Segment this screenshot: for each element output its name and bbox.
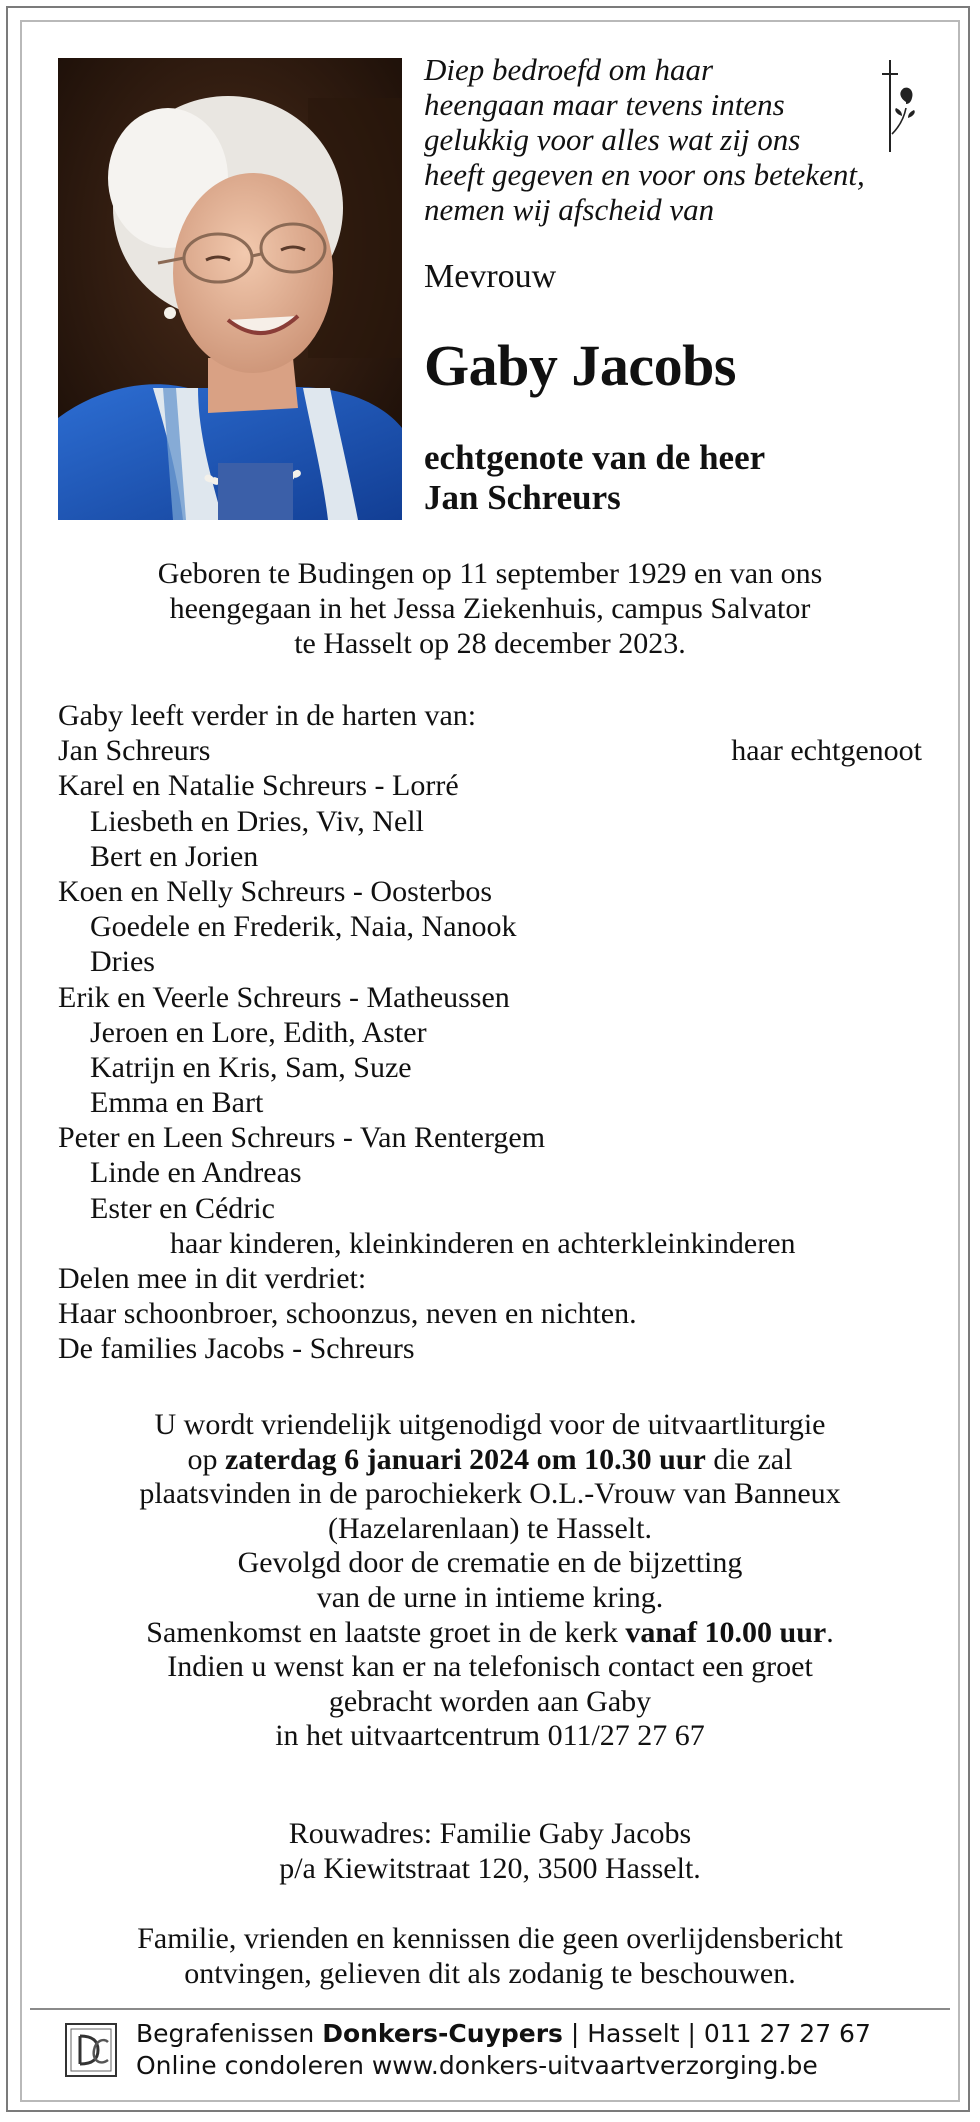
intro-line: nemen wij afscheid van [424,192,715,227]
intro-line: heeft gegeven en voor ons betekent, [424,157,865,192]
family-child: Linde en Andreas [90,1156,302,1190]
birth-death-info [58,556,922,661]
family-list [58,698,922,1367]
deceased-name: Gaby Jacobs [424,333,736,398]
family-child: Goedele en Frederik, Naia, Nanook [90,910,517,944]
spouse-line: echtgenote van de heer [424,438,766,477]
invite-line: gebracht worden aan Gaby [328,1684,652,1718]
family-child: Dries [90,945,155,979]
family-also-heading: Delen mee in dit verdriet: [58,1262,367,1295]
funeral-datetime: zaterdag 6 januari 2024 om 10.30 uur [225,1442,706,1476]
spouse-info [424,438,765,518]
invite-line [58,1616,922,1651]
spouse-line: Jan Schreurs [424,478,621,517]
invite-line: U wordt vriendelijk uitgenodigd voor de uitvaartliturgie [154,1408,826,1441]
funeral-home-logo-icon [64,2022,120,2080]
family-child: Bert en Jorien [90,839,259,873]
address-line: Rouwadres: Familie Gaby Jacobs [288,1817,692,1850]
invite-line: Gevolgd door de crematie en de bijzetting [237,1546,743,1580]
footer-website[interactable]: Online condoleren www.donkers-uitvaartverzorging.be [136,2051,818,2080]
notice-text [58,1921,922,1991]
invite-text: . [826,1615,834,1649]
intro-line: Diep bedroefd om haar [424,52,714,87]
address-line: p/a Kiewitstraat 120, 3500 Hasselt. [279,1852,701,1885]
intro-line: heengaan maar tevens intens [424,87,785,122]
invite-line: in het uitvaartcentrum 011/27 27 67 [275,1719,705,1753]
gathering-time: vanaf 10.00 uur [625,1615,827,1649]
invite-line [58,1443,922,1478]
cross-with-rose-icon [876,56,920,156]
family-child: Emma en Bart [90,1086,264,1120]
portrait-photo [58,58,402,520]
family-parents: Erik en Veerle Schreurs - Matheussen [58,980,510,1014]
born-line: Geboren te Budingen op 11 september 1929 en van ons [157,557,823,590]
family-child: Liesbeth en Dries, Viv, Nell [90,804,424,838]
family-parents: Peter en Leen Schreurs - Van Rentergem [58,1121,546,1155]
footer-text: | Hasselt | 011 27 27 67 [562,2019,871,2048]
family-spouse-row [58,733,922,768]
notice-line: ontvingen, gelieven dit als zodanig te beschouwen. [184,1957,796,1990]
family-kids-summary: haar kinderen, kleinkinderen en achterkleinkinderen [170,1226,796,1260]
invite-text: die zal [705,1442,793,1476]
family-child: Jeroen en Lore, Edith, Aster [90,1015,427,1049]
family-parents: Karel en Natalie Schreurs - Lorré [58,769,459,803]
born-line: te Hasselt op 28 december 2023. [294,627,686,660]
invite-line: plaatsvinden in de parochiekerk O.L.-Vrouw van Banneux [139,1477,841,1511]
intro-text [424,52,884,227]
family-spouse-role: haar echtgenoot [731,734,922,768]
invite-text: Samenkomst en laatste groet in de kerk [146,1615,626,1649]
invite-line: van de urne in intieme kring. [316,1580,664,1614]
family-child: Katrijn en Kris, Sam, Suze [90,1050,412,1084]
notice-line: Familie, vrienden en kennissen die geen overlijdensbericht [137,1922,843,1955]
invite-line: (Hazelarenlaan) te Hasselt. [328,1511,652,1545]
footer-text: Begrafenissen [136,2019,323,2048]
family-parents: Koen en Nelly Schreurs - Oosterbos [58,874,493,908]
invite-text: op [187,1442,226,1476]
family-heading: Gaby leeft verder in de harten van: [58,699,477,732]
family-child: Ester en Cédric [90,1191,275,1225]
footer-divider [30,2008,950,2010]
mourning-address [58,1816,922,1886]
funeral-home-name: Donkers-Cuypers [322,2019,563,2048]
intro-line: gelukkig voor alles wat zij ons [424,122,801,157]
family-also-line: De families Jacobs - Schreurs [58,1332,415,1366]
footer-line [136,2018,871,2050]
family-spouse-name: Jan Schreurs [58,734,211,768]
invite-line: Indien u wenst kan er na telefonisch contact een groet [167,1650,813,1684]
footer [136,2018,871,2082]
title-salutation: Mevrouw [424,258,557,295]
funeral-invitation [58,1408,922,1754]
family-also-line: Haar schoonbroer, schoonzus, neven en nichten. [58,1297,637,1331]
born-line: heengegaan in het Jessa Ziekenhuis, campus Salvator [169,592,811,625]
